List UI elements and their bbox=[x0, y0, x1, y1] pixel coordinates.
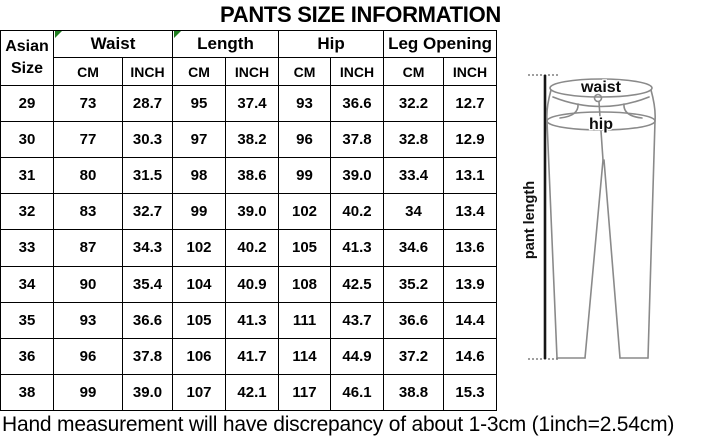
right-pocket bbox=[624, 104, 642, 118]
size-table bbox=[0, 30, 497, 411]
table-row bbox=[1, 302, 497, 338]
value-cell: 105 bbox=[173, 302, 226, 338]
value-cell: 32.8 bbox=[384, 122, 444, 158]
size-cell: 30 bbox=[1, 122, 54, 158]
value-cell: 40.9 bbox=[226, 266, 279, 302]
value-cell: 97 bbox=[173, 122, 226, 158]
value-cell: 87 bbox=[54, 230, 123, 266]
page-title: PANTS SIZE INFORMATION bbox=[219, 2, 502, 27]
table-row bbox=[1, 230, 497, 266]
right-outer-seam bbox=[648, 90, 655, 358]
group-label: Waist bbox=[90, 34, 136, 53]
group-label: Leg Opening bbox=[388, 34, 492, 53]
value-cell: 80 bbox=[54, 158, 123, 194]
cell-note-triangle-icon bbox=[174, 31, 181, 38]
value-cell: 42.1 bbox=[226, 374, 279, 410]
unit-header: CM bbox=[279, 58, 331, 86]
value-cell: 15.3 bbox=[444, 374, 497, 410]
value-cell: 40.2 bbox=[331, 194, 384, 230]
value-cell: 106 bbox=[173, 338, 226, 374]
value-cell: 13.9 bbox=[444, 266, 497, 302]
value-cell: 93 bbox=[54, 302, 123, 338]
group-header-length bbox=[173, 31, 279, 58]
value-cell: 73 bbox=[54, 86, 123, 122]
group-header-leg-opening bbox=[384, 31, 497, 58]
value-cell: 90 bbox=[54, 266, 123, 302]
value-cell: 36.6 bbox=[384, 302, 444, 338]
value-cell: 34.3 bbox=[123, 230, 173, 266]
value-cell: 77 bbox=[54, 122, 123, 158]
value-cell: 12.7 bbox=[444, 86, 497, 122]
value-cell: 14.4 bbox=[444, 302, 497, 338]
group-label: Hip bbox=[317, 34, 345, 53]
value-cell: 99 bbox=[279, 158, 331, 194]
value-cell: 99 bbox=[173, 194, 226, 230]
right-inner-seam bbox=[604, 160, 620, 358]
unit-header: INCH bbox=[331, 58, 384, 86]
value-cell: 96 bbox=[54, 338, 123, 374]
hip-label: hip bbox=[589, 116, 613, 133]
table-row bbox=[1, 122, 497, 158]
value-cell: 83 bbox=[54, 194, 123, 230]
size-cell: 32 bbox=[1, 194, 54, 230]
value-cell: 37.8 bbox=[331, 122, 384, 158]
value-cell: 39.0 bbox=[226, 194, 279, 230]
value-cell: 38.2 bbox=[226, 122, 279, 158]
table-row bbox=[1, 266, 497, 302]
table-row bbox=[1, 374, 497, 410]
value-cell: 43.7 bbox=[331, 302, 384, 338]
cell-note-triangle-icon bbox=[55, 31, 62, 38]
waist-label: waist bbox=[580, 79, 622, 96]
pant-length-label: pant length bbox=[522, 180, 538, 260]
table-row bbox=[1, 194, 497, 230]
value-cell: 13.6 bbox=[444, 230, 497, 266]
value-cell: 32.7 bbox=[123, 194, 173, 230]
size-cell: 36 bbox=[1, 338, 54, 374]
unit-header: INCH bbox=[123, 58, 173, 86]
value-cell: 42.5 bbox=[331, 266, 384, 302]
unit-header: CM bbox=[173, 58, 226, 86]
value-cell: 36.6 bbox=[123, 302, 173, 338]
value-cell: 12.9 bbox=[444, 122, 497, 158]
value-cell: 35.4 bbox=[123, 266, 173, 302]
value-cell: 102 bbox=[279, 194, 331, 230]
group-header-hip bbox=[279, 31, 384, 58]
value-cell: 108 bbox=[279, 266, 331, 302]
size-cell: 29 bbox=[1, 86, 54, 122]
value-cell: 44.9 bbox=[331, 338, 384, 374]
value-cell: 107 bbox=[173, 374, 226, 410]
value-cell: 114 bbox=[279, 338, 331, 374]
value-cell: 98 bbox=[173, 158, 226, 194]
unit-header: INCH bbox=[444, 58, 497, 86]
table-row bbox=[1, 338, 497, 374]
value-cell: 30.3 bbox=[123, 122, 173, 158]
group-header-row bbox=[1, 31, 497, 58]
value-cell: 41.7 bbox=[226, 338, 279, 374]
value-cell: 38.8 bbox=[384, 374, 444, 410]
value-cell: 104 bbox=[173, 266, 226, 302]
size-cell: 31 bbox=[1, 158, 54, 194]
value-cell: 13.4 bbox=[444, 194, 497, 230]
value-cell: 31.5 bbox=[123, 158, 173, 194]
value-cell: 35.2 bbox=[384, 266, 444, 302]
value-cell: 96 bbox=[279, 122, 331, 158]
value-cell: 102 bbox=[173, 230, 226, 266]
unit-header-row bbox=[1, 58, 497, 86]
size-cell: 35 bbox=[1, 302, 54, 338]
value-cell: 37.8 bbox=[123, 338, 173, 374]
value-cell: 14.6 bbox=[444, 338, 497, 374]
size-cell: 34 bbox=[1, 266, 54, 302]
left-pocket bbox=[560, 104, 578, 118]
value-cell: 46.1 bbox=[331, 374, 384, 410]
value-cell: 41.3 bbox=[226, 302, 279, 338]
value-cell: 38.6 bbox=[226, 158, 279, 194]
value-cell: 117 bbox=[279, 374, 331, 410]
unit-header: INCH bbox=[226, 58, 279, 86]
value-cell: 32.2 bbox=[384, 86, 444, 122]
value-cell: 33.4 bbox=[384, 158, 444, 194]
table-row bbox=[1, 86, 497, 122]
value-cell: 95 bbox=[173, 86, 226, 122]
value-cell: 39.0 bbox=[331, 158, 384, 194]
value-cell: 40.2 bbox=[226, 230, 279, 266]
value-cell: 28.7 bbox=[123, 86, 173, 122]
group-header-waist bbox=[54, 31, 173, 58]
value-cell: 34.6 bbox=[384, 230, 444, 266]
unit-header: CM bbox=[54, 58, 123, 86]
value-cell: 39.0 bbox=[123, 374, 173, 410]
value-cell: 34 bbox=[384, 194, 444, 230]
value-cell: 36.6 bbox=[331, 86, 384, 122]
size-cell: 38 bbox=[1, 374, 54, 410]
value-cell: 99 bbox=[54, 374, 123, 410]
group-label: Length bbox=[197, 34, 254, 53]
value-cell: 37.4 bbox=[226, 86, 279, 122]
value-cell: 105 bbox=[279, 230, 331, 266]
value-cell: 13.1 bbox=[444, 158, 497, 194]
value-cell: 111 bbox=[279, 302, 331, 338]
value-cell: 41.3 bbox=[331, 230, 384, 266]
corner-header-asian-size: Asian Size bbox=[1, 31, 54, 86]
left-outer-seam bbox=[547, 90, 557, 358]
pants-diagram bbox=[500, 60, 721, 380]
table-row bbox=[1, 158, 497, 194]
unit-header: CM bbox=[384, 58, 444, 86]
value-cell: 37.2 bbox=[384, 338, 444, 374]
value-cell: 93 bbox=[279, 86, 331, 122]
measurement-disclaimer: Hand measurement will have discrepancy of about 1-3cm (1inch=2.54cm) bbox=[2, 413, 675, 436]
left-inner-seam bbox=[585, 160, 603, 358]
table-body bbox=[1, 86, 497, 411]
size-cell: 33 bbox=[1, 230, 54, 266]
